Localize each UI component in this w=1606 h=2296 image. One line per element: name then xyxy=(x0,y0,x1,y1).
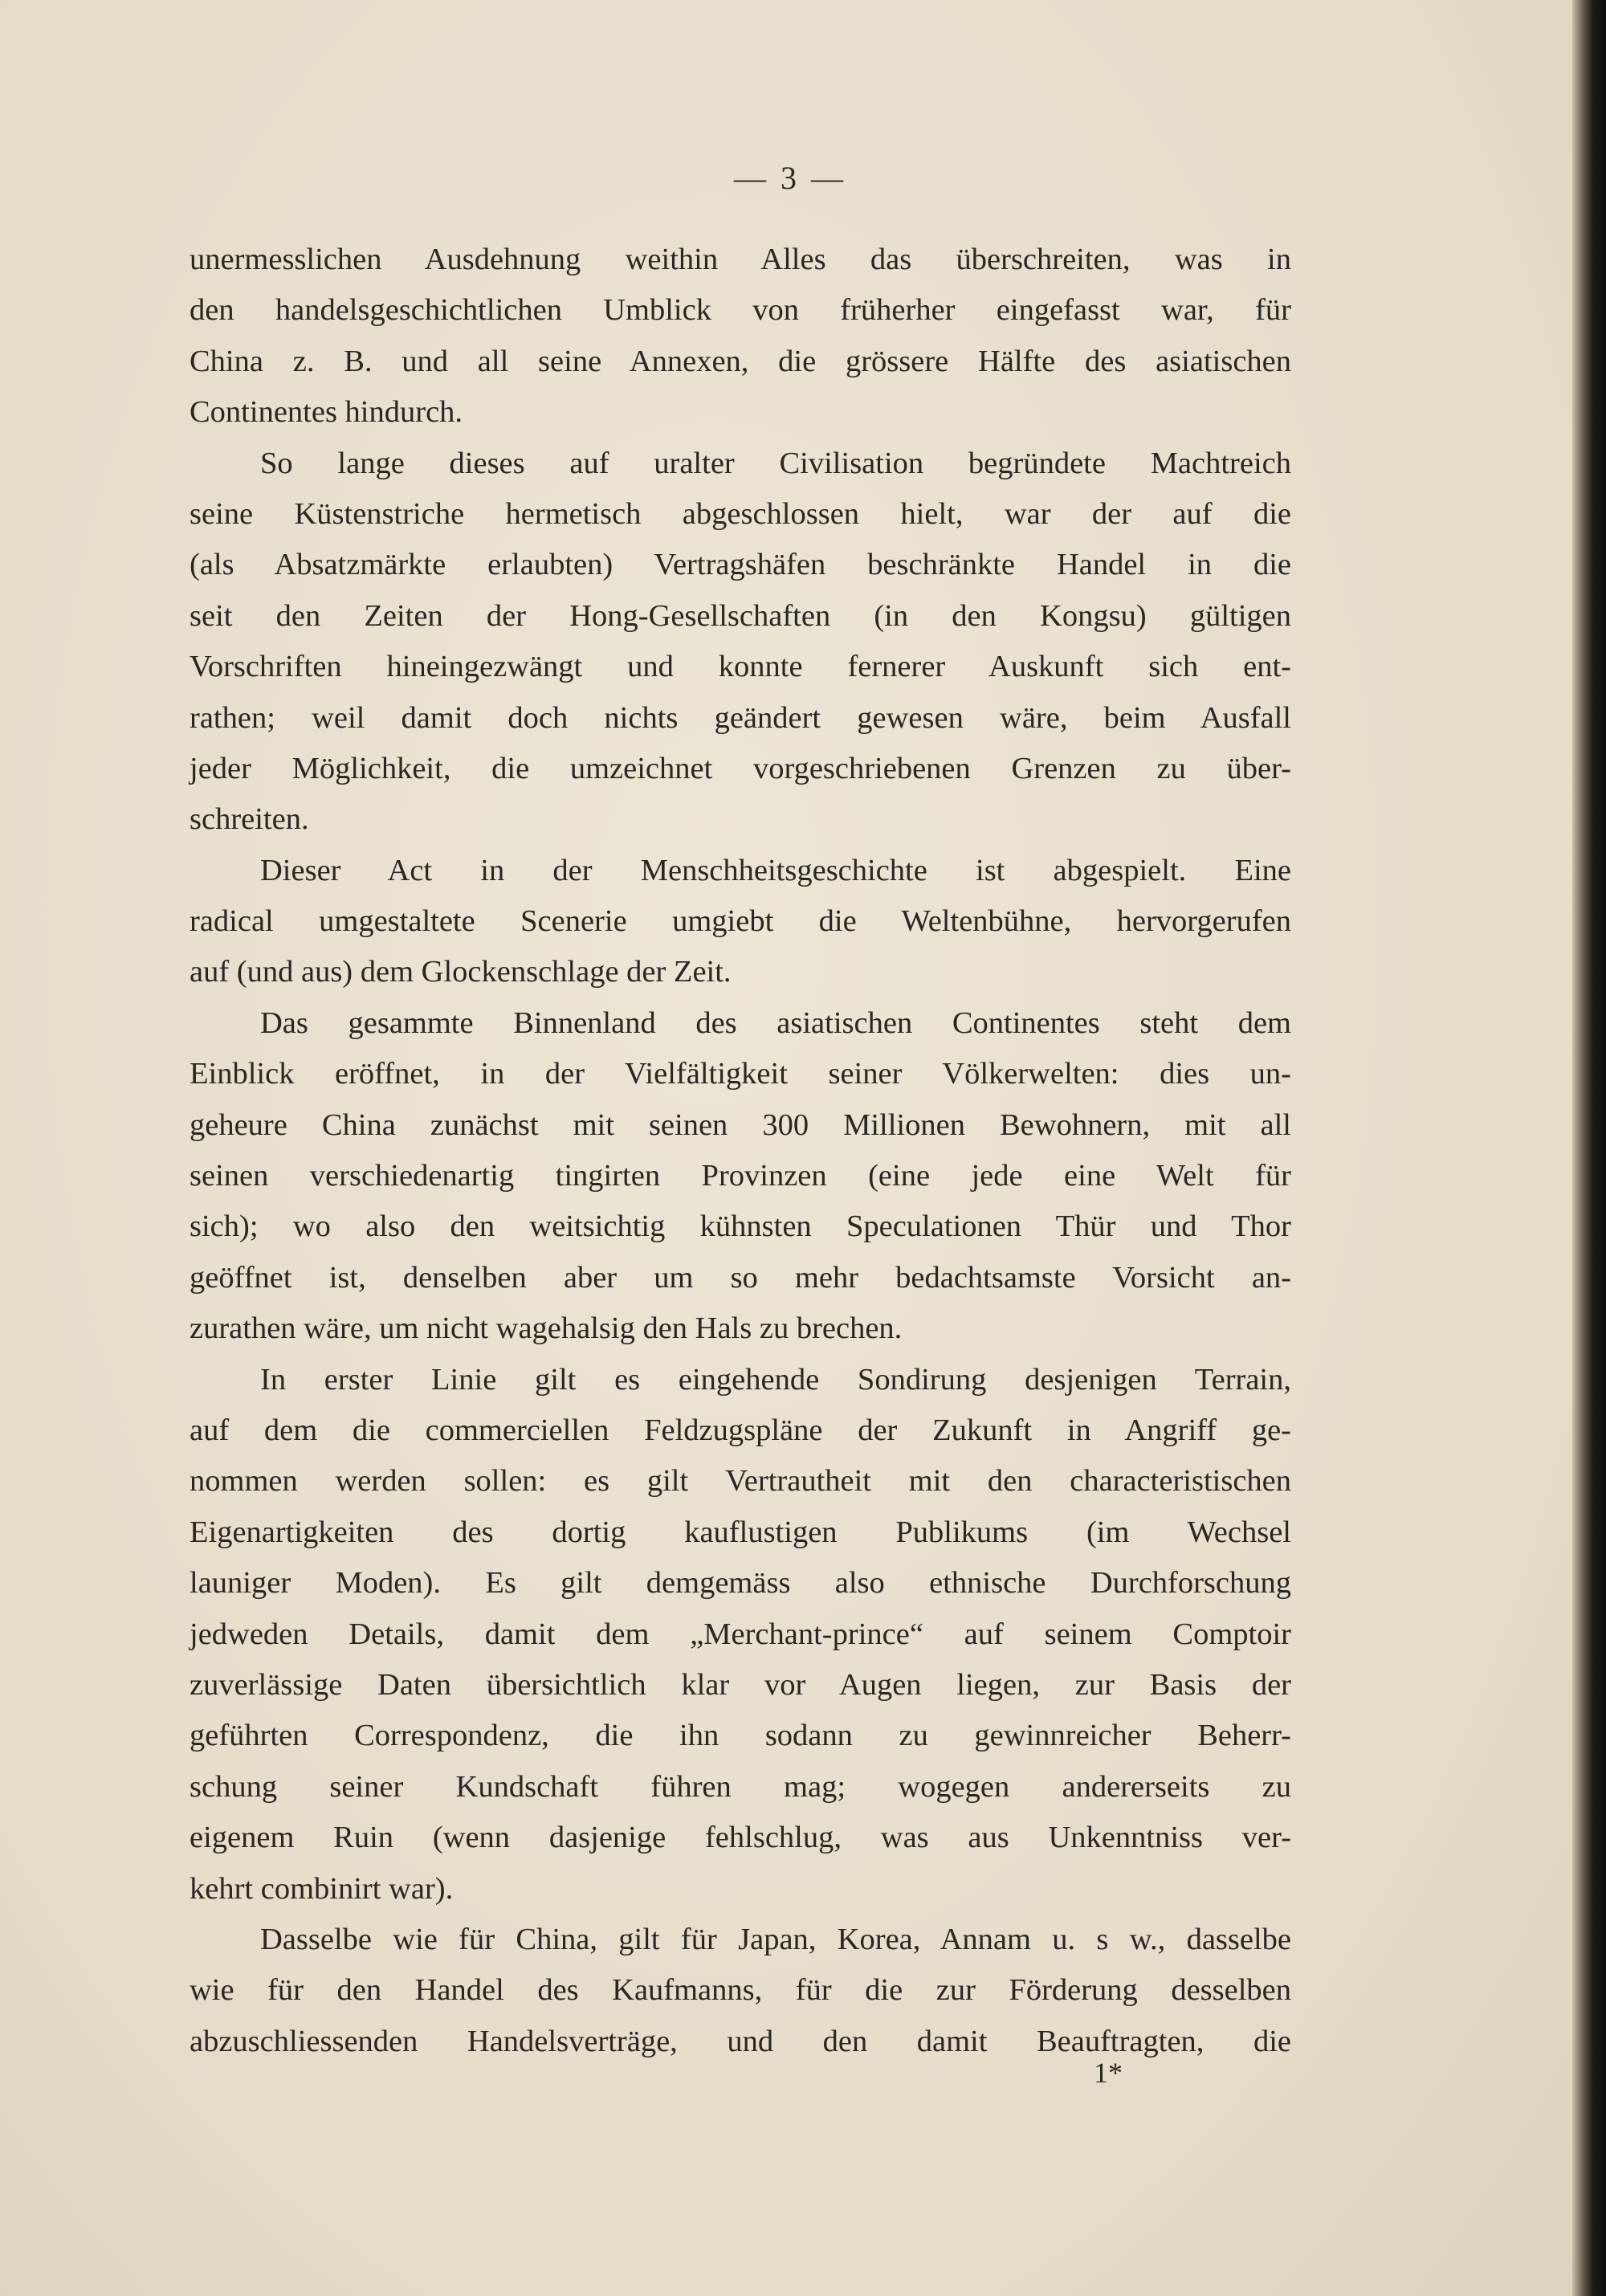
text-line: (als Absatzmärkte erlaubten) Vertragshäfen beschränkte Handel in die xyxy=(190,548,1291,582)
text-line: unermesslichen Ausdehnung weithin Alles das überschreiten, was in xyxy=(190,243,1291,276)
text-line: jeder Möglichkeit, die umzeichnet vorgeschriebenen Grenzen zu über- xyxy=(190,751,1291,785)
text-line: Dieser Act in der Menschheitsgeschichte ist abgespielt. Eine xyxy=(260,853,1291,887)
text-line: jedweden Details, damit dem „Merchant-prince“ auf seinem Comptoir xyxy=(190,1617,1291,1651)
book-binding-edge xyxy=(1572,0,1606,2296)
text-line: In erster Linie gilt es eingehende Sondirung desjenigen Terrain, xyxy=(260,1362,1291,1397)
text-line: auf dem die commerciellen Feldzugspläne der Zukunft in Angriff ge- xyxy=(190,1413,1291,1447)
body-text xyxy=(190,234,1291,2067)
text-line: Vorschriften hineingezwängt und konnte fernerer Auskunft sich ent- xyxy=(190,650,1291,684)
text-line: den handelsgeschichtlichen Umblick von früherher eingefasst war, für xyxy=(190,293,1291,328)
page-number-header: — 3 — xyxy=(734,160,846,196)
text-line: rathen; weil damit doch nichts geändert gewesen wäre, beim Ausfall xyxy=(190,700,1291,735)
text-line: schreiten. xyxy=(190,802,309,837)
text-line: radical umgestaltete Scenerie umgiebt die Weltenbühne, hervorgerufen xyxy=(190,904,1291,939)
text-line: seit den Zeiten der Hong-Gesellschaften (in den Kongsu) gültigen xyxy=(190,598,1291,633)
text-line: Dasselbe wie für China, gilt für Japan, Korea, Annam u. s w., dasselbe xyxy=(260,1922,1291,1956)
text-line: geheure China zunächst mit seinen 300 Millionen Bewohnern, mit all xyxy=(190,1107,1291,1142)
text-line: Einblick eröffnet, in der Vielfältigkeit seiner Völkerwelten: dies un- xyxy=(190,1057,1291,1091)
text-line: So lange dieses auf uralter Civilisation begründete Machtreich xyxy=(260,446,1291,480)
text-line: geführten Correspondenz, die ihn sodann zu gewinnreicher Beherr- xyxy=(190,1719,1291,1753)
text-line: sich); wo also den weitsichtig kühnsten Speculationen Thür und Thor xyxy=(190,1209,1291,1244)
text-line: zuverlässige Daten übersichtlich klar vor Augen liegen, zur Basis der xyxy=(190,1667,1291,1702)
text-line: eigenem Ruin (wenn dasjenige fehlschlug, was aus Unkenntniss ver- xyxy=(190,1821,1291,1855)
text-line: launiger Moden). Es gilt demgemäss also ethnische Durchforschung xyxy=(190,1566,1291,1601)
text-line: kehrt combinirt war). xyxy=(190,1871,454,1906)
text-line: geöffnet ist, denselben aber um so mehr bedachtsamste Vorsicht an- xyxy=(190,1260,1291,1295)
text-line: seine Küstenstriche hermetisch abgeschlossen hielt, war der auf die xyxy=(190,496,1291,531)
text-line: auf (und aus) dem Glockenschlage der Zeit. xyxy=(190,955,732,989)
text-line: abzuschliessenden Handelsverträge, und den damit Beauftragten, die xyxy=(190,2024,1291,2058)
signature-mark: 1* xyxy=(1094,2057,1123,2089)
text-line: nommen werden sollen: es gilt Vertrautheit mit den characteristischen xyxy=(190,1464,1291,1499)
text-line: zurathen wäre, um nicht wagehalsig den Hals zu brechen. xyxy=(190,1311,903,1346)
text-line: Continentes hindurch. xyxy=(190,395,463,430)
text-line: schung seiner Kundschaft führen mag; wogegen andererseits zu xyxy=(190,1769,1291,1804)
text-line: Das gesammte Binnenland des asiatischen Continentes steht dem xyxy=(260,1005,1291,1040)
text-line: Eigenartigkeiten des dortig kauflustigen Publikums (im Wechsel xyxy=(190,1515,1291,1549)
text-line: seinen verschiedenartig tingirten Provinzen (eine jede eine Welt für xyxy=(190,1159,1291,1193)
text-line: wie für den Handel des Kaufmanns, für die zur Förderung desselben xyxy=(190,1973,1291,2008)
text-line: China z. B. und all seine Annexen, die grössere Hälfte des asiatischen xyxy=(190,344,1291,378)
